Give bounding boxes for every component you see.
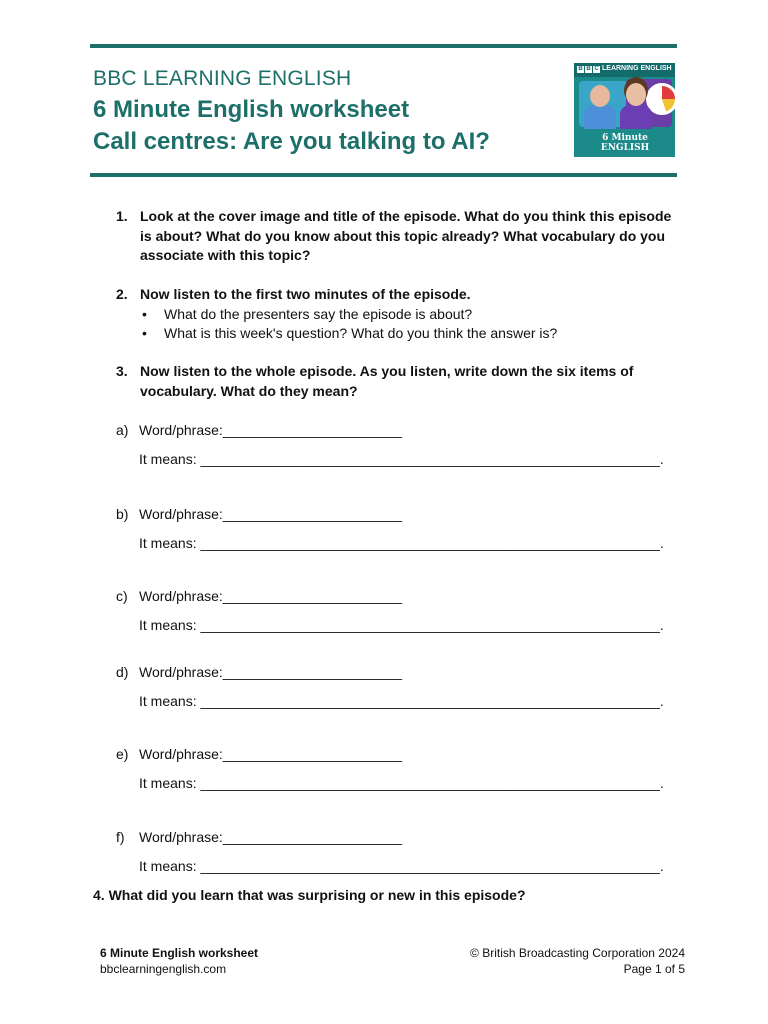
meaning-blank[interactable]: It means: ___________________________________________________________. xyxy=(139,693,664,709)
bbc-logo-letter: C xyxy=(594,66,599,72)
word-phrase-blank[interactable]: Word/phrase:_______________________ xyxy=(139,664,402,680)
worksheet-header xyxy=(93,64,490,158)
question-1 xyxy=(116,207,676,266)
presenter-1-head xyxy=(590,85,610,107)
footer-copyright: © British Broadcasting Corporation 2024 xyxy=(470,946,685,960)
vocab-letter: b) xyxy=(116,506,129,522)
header-top-rule xyxy=(90,44,677,48)
word-phrase-blank[interactable]: Word/phrase:_______________________ xyxy=(139,422,402,438)
bbc-logo-letter: B xyxy=(586,66,591,72)
presenter-2-body xyxy=(620,105,652,129)
bbc-logo-letter: B xyxy=(578,66,583,72)
episode-title: Call centres: Are you talking to AI? xyxy=(93,128,490,155)
cover-badge-line2: ENGLISH xyxy=(600,143,650,153)
meaning-blank[interactable]: It means: ___________________________________________________________. xyxy=(139,775,664,791)
meaning-blank[interactable]: It means: ___________________________________________________________. xyxy=(139,617,664,633)
bullet-item: • What is this week's question? What do you think the answer is? xyxy=(140,324,676,344)
vocab-letter: c) xyxy=(116,588,128,604)
question-number: 1. xyxy=(116,208,128,224)
episode-cover-image xyxy=(574,63,675,157)
footer-left xyxy=(100,945,258,977)
question-number: 3. xyxy=(116,363,128,379)
vocab-letter: f) xyxy=(116,829,125,845)
question-2-bullets xyxy=(140,305,676,344)
question-number: 2. xyxy=(116,286,128,302)
vocab-letter: e) xyxy=(116,746,129,762)
meaning-blank[interactable]: It means: ___________________________________________________________. xyxy=(139,451,664,467)
presenter-2-head xyxy=(626,83,646,106)
question-2 xyxy=(116,285,676,344)
footer-title: 6 Minute English worksheet xyxy=(100,946,259,960)
header-bottom-rule xyxy=(90,173,677,177)
word-phrase-blank[interactable]: Word/phrase:_______________________ xyxy=(139,506,402,522)
word-phrase-blank[interactable]: Word/phrase:_______________________ xyxy=(139,588,402,604)
presenter-1-body xyxy=(584,105,616,129)
vocab-letter: d) xyxy=(116,664,129,680)
cover-brand: LEARNING ENGLISH xyxy=(602,65,672,72)
worksheet-title: 6 Minute English worksheet xyxy=(93,96,410,123)
meaning-blank[interactable]: It means: ___________________________________________________________. xyxy=(139,858,664,874)
question-text: Look at the cover image and title of the episode. What do you think this episode is about? What do you know about this topic already? What vocabulary do you associate with this topic? xyxy=(140,208,672,263)
word-phrase-blank[interactable]: Word/phrase:_______________________ xyxy=(139,829,402,845)
bullet-item: • What do the presenters say the episode is about? xyxy=(140,305,676,325)
footer-page-number: Page 1 of 5 xyxy=(623,962,685,976)
question-text: Now listen to the whole episode. As you listen, write down the six items of vocabulary. What do they mean? xyxy=(140,363,634,399)
question-3 xyxy=(116,362,676,401)
vocab-letter: a) xyxy=(116,422,129,438)
brand-name: BBC LEARNING ENGLISH xyxy=(93,67,352,90)
footer-website: bbclearningenglish.com xyxy=(100,962,227,976)
question-4: 4. What did you learn that was surprising or new in this episode? xyxy=(93,887,526,903)
word-phrase-blank[interactable]: Word/phrase:_______________________ xyxy=(139,746,402,762)
cover-badge xyxy=(594,129,656,157)
footer-right xyxy=(470,945,685,977)
bbc-logo xyxy=(577,66,600,73)
cover-badge-line1: 6 Minute xyxy=(602,133,648,143)
question-text: Now listen to the first two minutes of the episode. xyxy=(140,286,471,302)
meaning-blank[interactable]: It means: ___________________________________________________________. xyxy=(139,535,664,551)
